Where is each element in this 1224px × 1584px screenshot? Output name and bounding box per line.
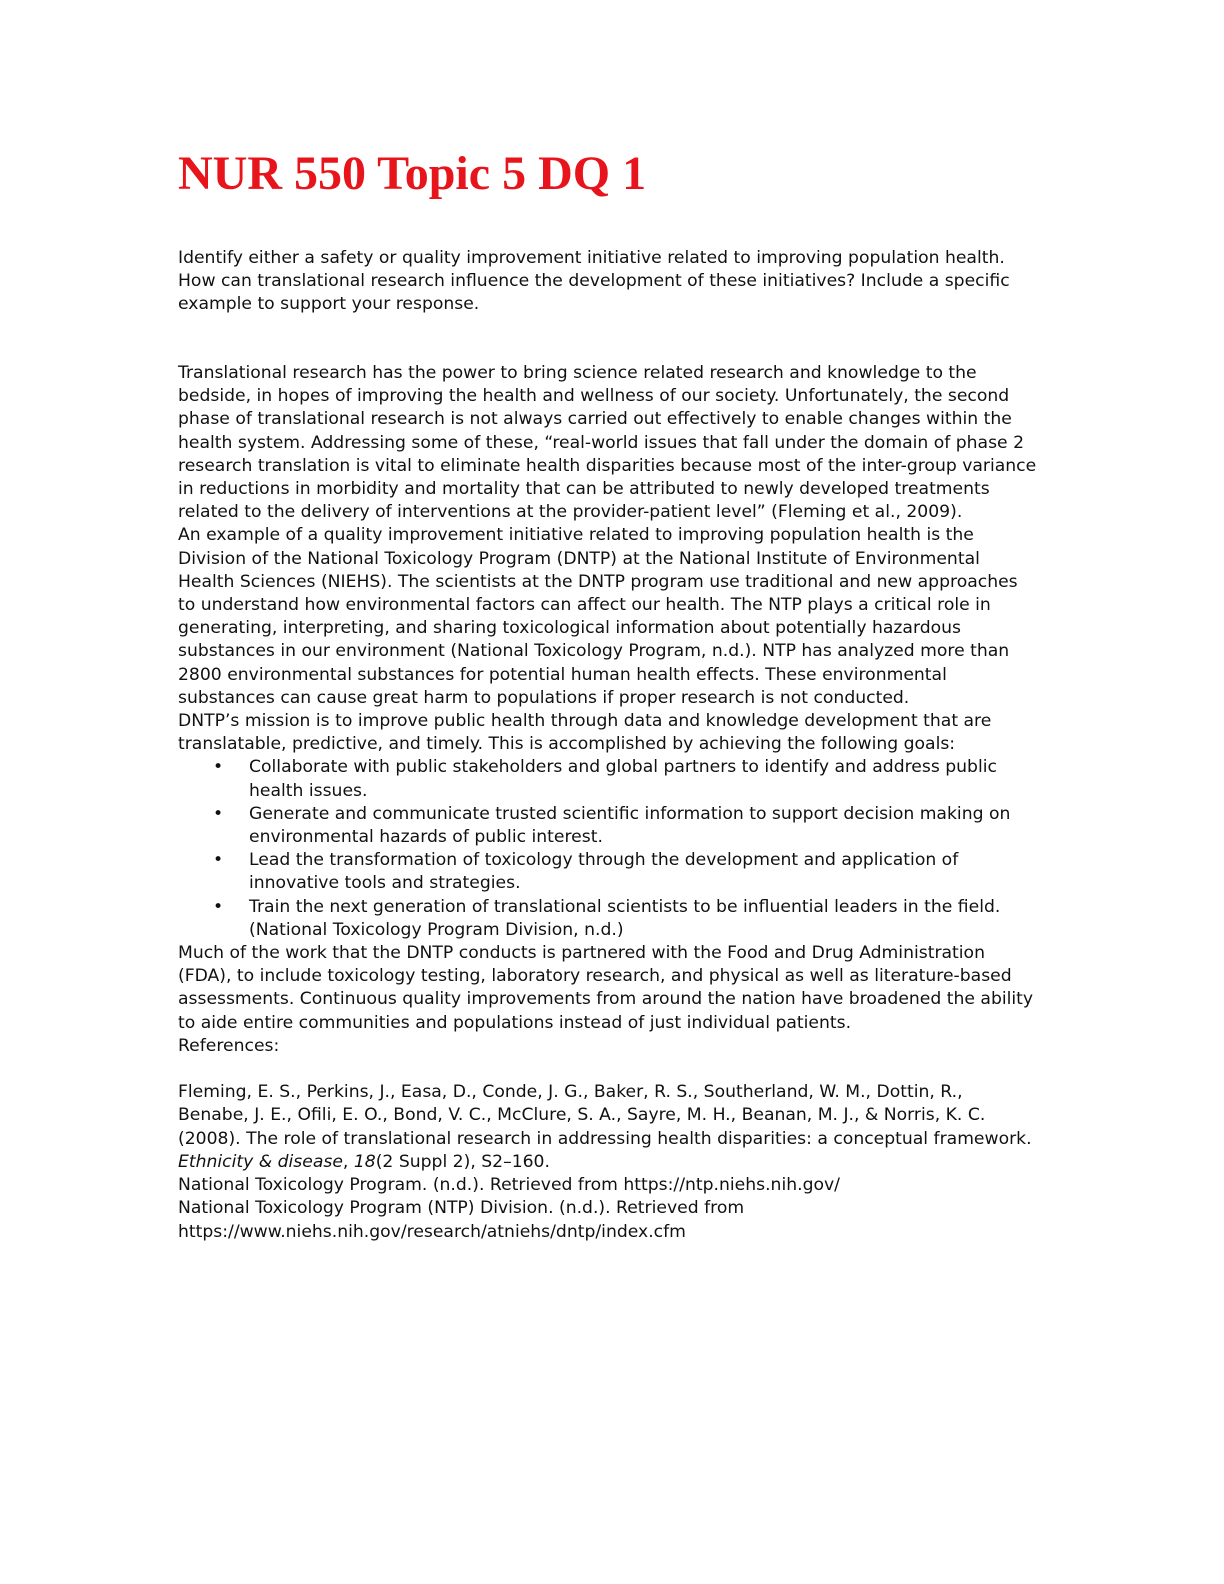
reference-ntp-division: National Toxicology Program (NTP) Division. (n.d.). Retrieved from https://www.niehs.nih.gov/research/atniehs/dntp/index.cfm bbox=[178, 1198, 745, 1242]
goals-list bbox=[178, 756, 1038, 942]
response-body bbox=[178, 362, 1038, 1244]
goal-text: Generate and communicate trusted scientific information to support decision making on environmental hazards of public interest. bbox=[249, 803, 1011, 848]
document-title: NUR 550 Topic 5 DQ 1 bbox=[178, 147, 647, 200]
references-list bbox=[178, 1081, 1038, 1243]
reference-journal: Ethnicity & disease bbox=[178, 1151, 343, 1172]
list-item bbox=[213, 803, 1038, 849]
bullet-icon: • bbox=[213, 896, 224, 917]
bullet-icon: • bbox=[213, 803, 224, 824]
discussion-prompt: Identify either a safety or quality improvement initiative related to improving population health. How can translational research influence the development of these initiatives? Include a specific example to support your response. bbox=[178, 248, 1010, 315]
reference-separator: , bbox=[342, 1151, 354, 1172]
paragraph-mission: DNTP’s mission is to improve public health through data and knowledge development that are translatable, predictive, and timely. This is accomplished by achieving the following goals: bbox=[178, 711, 992, 755]
paragraph-closing: Much of the work that the DNTP conducts is partnered with the Food and Drug Administration (FDA), to include toxicology testing, laboratory research, and physical as well as literature-based assessments. Continuous quality improvements from around the nation have broadened the ability to aide entire communities and populations instead of just individual patients. bbox=[178, 943, 1034, 1033]
reference-volume: 18 bbox=[353, 1151, 376, 1172]
reference-issue: (2 Suppl 2), S2–160. bbox=[375, 1151, 550, 1172]
list-item bbox=[213, 756, 1038, 802]
goal-text: Collaborate with public stakeholders and global partners to identify and address public health issues. bbox=[249, 757, 997, 801]
reference-ntp: National Toxicology Program. (n.d.). Retrieved from https://ntp.niehs.nih.gov/ bbox=[178, 1175, 840, 1196]
paragraph-example: An example of a quality improvement initiative related to improving population health is the Division of the National Toxicology Program (DNTP) at the National Institute of Environmental Health Sciences (NIEHS). The scientists at the DNTP program use traditional and new approaches to understand how environmental factors can affect our health. The NTP plays a critical role in generating, interpreting, and sharing toxicological information about potentially hazardous substances in our environment (National Toxicology Program, n.d.). NTP has analyzed more than 2800 environmental substances for potential human health effects. These environmental substances can cause great harm to populations if proper research is not conducted. bbox=[178, 525, 1018, 708]
list-item bbox=[213, 849, 1038, 895]
paragraph-intro: Translational research has the power to bring science related research and knowledge to the bedside, in hopes of improving the health and wellness of our society. Unfortunately, the second phase of translational research is not always carried out effectively to enable changes within the health system. Addressing some of these, “real-world issues that fall under the domain of phase 2 research translation is vital to eliminate health disparities because most of the inter-group variance in reductions in morbidity and mortality that can be attributed to newly developed treatments related to the delivery of interventions at the provider-patient level” (Fleming et al., 2009). bbox=[178, 363, 1037, 523]
bullet-icon: • bbox=[213, 850, 224, 871]
reference-text: Fleming, E. S., Perkins, J., Easa, D., Conde, J. G., Baker, R. S., Southerland, W. M., Dottin, R., Benabe, J. E., Ofili, E. O., Bond, V. C., McClure, S. A., Sayre, M. H., Beanan, M. J., & Norris, K. C. (2008). The role of translational research in addressing health disparities: a conceptual framework. bbox=[178, 1082, 1032, 1149]
list-item bbox=[213, 896, 1038, 942]
references-heading: References: bbox=[178, 1035, 280, 1056]
goal-text: Lead the transformation of toxicology through the development and application of innovative tools and strategies. bbox=[249, 850, 959, 894]
reference-fleming bbox=[178, 1081, 1038, 1174]
bullet-icon: • bbox=[213, 757, 224, 778]
goal-text: Train the next generation of translational scientists to be influential leaders in the field. (National Toxicology Program Division, n.d.) bbox=[249, 896, 1001, 940]
